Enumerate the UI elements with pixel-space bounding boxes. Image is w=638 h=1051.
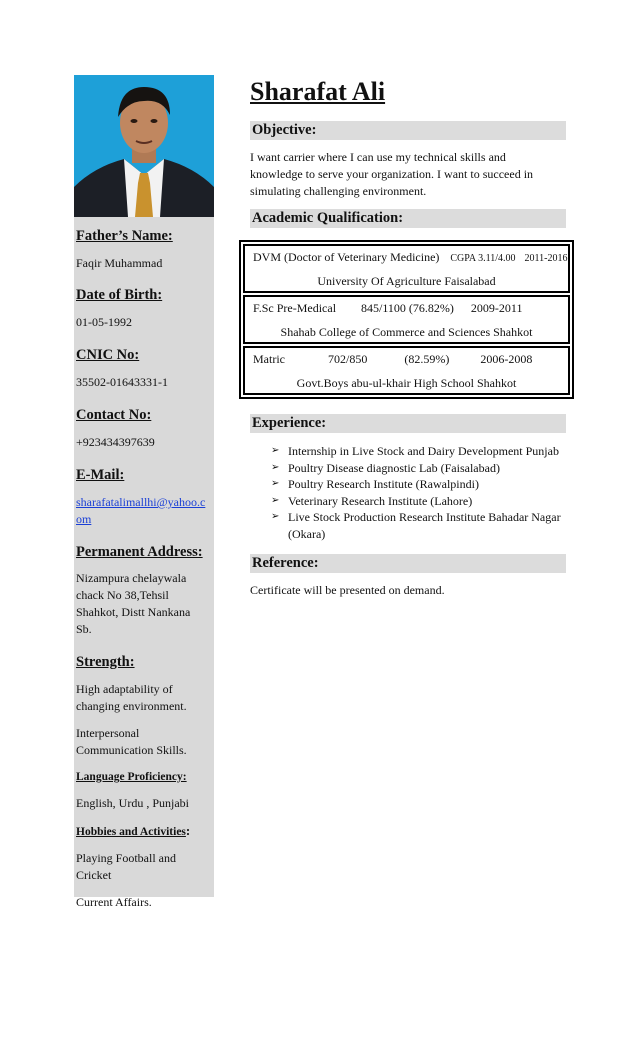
address-value: Nizampura chelaywala chack No 38,Tehsil Shahkot, Distt Nankana Sb. — [76, 571, 191, 636]
experience-item: ➢ Internship in Live Stock and Dairy Development Punjab — [271, 444, 559, 458]
sidebar-content — [76, 227, 210, 911]
score: 845/1100 (76.82%) — [361, 301, 454, 315]
strength-heading: Strength: — [76, 654, 135, 670]
percent: (82.59%) — [404, 352, 450, 366]
academic-heading: Academic Qualification: — [250, 209, 566, 228]
institute: Shahab College of Commerce and Sciences Shahkot — [280, 325, 533, 339]
experience-item: ➢ Live Stock Production Research Institute Bahadar Nagar (Okara) — [271, 510, 561, 541]
experience-item: ➢ Veterinary Research Institute (Lahore) — [271, 493, 473, 508]
email-heading: E-Mail: — [76, 467, 125, 483]
contact-value: +923434397639 — [76, 435, 155, 449]
arrow-bullet-icon: ➢ — [271, 461, 280, 473]
cnic-value: 35502-01643331-1 — [76, 375, 168, 389]
profile-photo — [74, 75, 214, 217]
dob-heading: Date of Birth: — [76, 287, 163, 303]
main-lower — [250, 414, 566, 599]
experience-list — [250, 443, 566, 542]
arrow-bullet-icon: ➢ — [271, 478, 280, 489]
degree: DVM (Doctor of Veterinary Medicine) — [253, 250, 440, 264]
arrow-bullet-icon: ➢ — [271, 494, 280, 506]
hobbies-colon: : — [185, 823, 191, 838]
experience-item: ➢ Poultry Disease diagnostic Lab (Faisalabad) — [271, 460, 500, 475]
cnic-heading: CNIC No: — [76, 347, 140, 363]
years: 2006-2008 — [480, 352, 533, 366]
dob-value: 01-05-1992 — [76, 315, 132, 329]
address-heading: Permanent Address: — [76, 544, 203, 560]
portrait-image — [74, 75, 214, 217]
contact-heading: Contact No: — [76, 407, 152, 423]
score: 702/850 — [328, 352, 368, 366]
reference-text: Certificate will be presented on demand. — [250, 583, 445, 597]
language-value: English, Urdu , Punjabi — [76, 796, 189, 810]
candidate-name: Sharafat Ali — [250, 77, 386, 106]
years: 2011-2016 — [524, 253, 568, 264]
arrow-bullet-icon: ➢ — [271, 511, 280, 522]
institute: University Of Agriculture Faisalabad — [317, 274, 496, 288]
fathers-name: Faqir Muhammad — [76, 256, 163, 270]
degree: Matric — [253, 352, 285, 366]
main-column — [250, 75, 566, 228]
years: 2009-2011 — [470, 301, 523, 315]
sidebar — [74, 75, 214, 909]
language-heading: Language Proficiency: — [76, 771, 187, 783]
strength-item: Interpersonal Communication Skills. — [76, 726, 187, 757]
strength-item: High adaptability of changing environment. — [76, 682, 187, 713]
arrow-bullet-icon: ➢ — [271, 445, 280, 456]
institute: Govt.Boys abu-ul-khair High School Shahkot — [296, 376, 517, 390]
fathers-name-heading: Father’s Name: — [76, 228, 173, 244]
objective-heading: Objective: — [250, 121, 566, 140]
degree: F.Sc Pre-Medical — [253, 301, 337, 315]
objective-text: I want carrier where I can use my technical skills and knowledge to serve your organization. I want to succeed in simulating challenging environment. — [250, 150, 534, 198]
qualification-row — [243, 346, 570, 395]
qualification-row — [243, 244, 570, 293]
hobby-item: Current Affairs. — [76, 895, 152, 909]
reference-heading: Reference: — [250, 554, 566, 573]
experience-item: ➢ Poultry Research Institute (Rawalpindi) — [271, 477, 479, 491]
hobby-item: Playing Football and Cricket — [76, 851, 176, 882]
qualification-table — [239, 240, 574, 399]
score: CGPA 3.11/4.00 — [450, 253, 516, 264]
qualification-row — [243, 295, 570, 344]
email-link[interactable]: sharafatalimallhi@yahoo.com — [76, 495, 206, 526]
hobbies-heading: Hobbies and Activities — [76, 826, 186, 838]
experience-heading: Experience: — [250, 414, 566, 433]
